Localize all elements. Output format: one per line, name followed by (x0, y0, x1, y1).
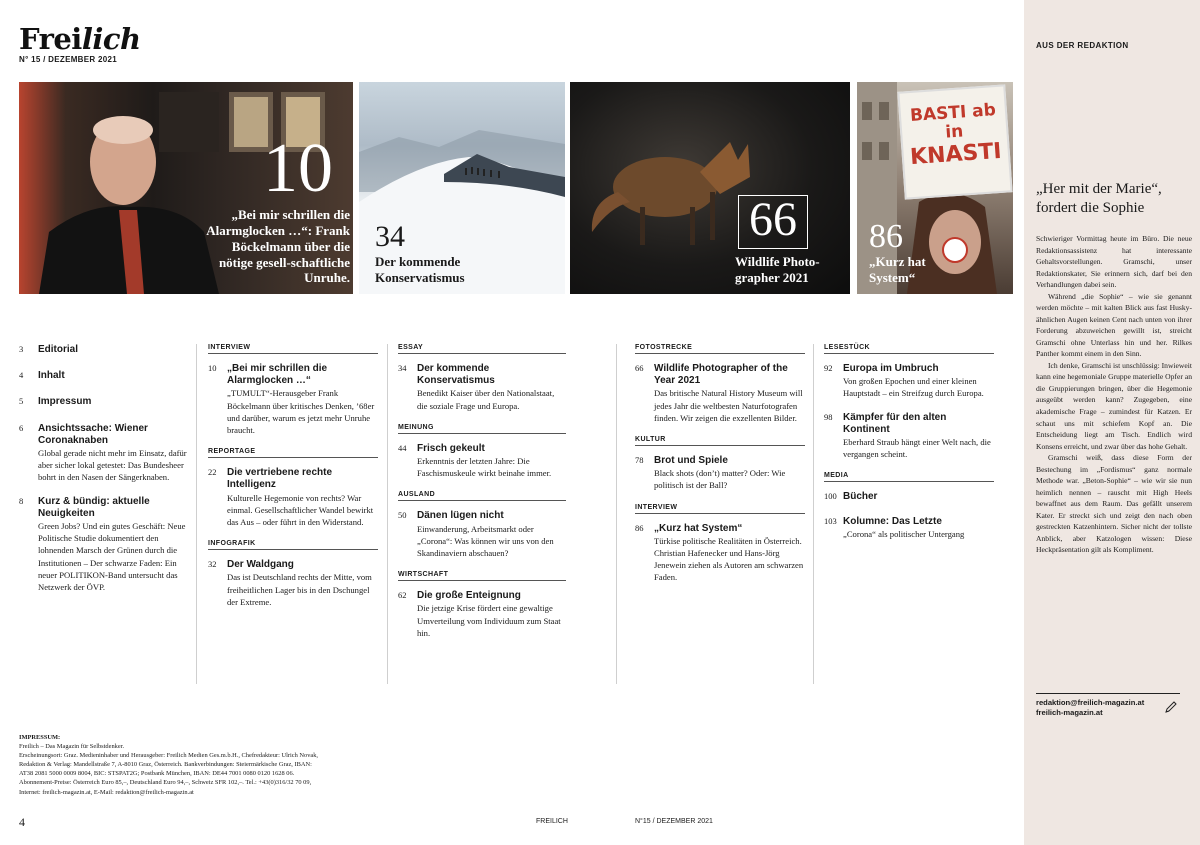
toc-title: Kurz & bündig: aktuelle Neuigkeiten (38, 495, 150, 519)
website-link[interactable]: freilich-magazin.at (1036, 708, 1103, 718)
imprint-line: AT38 2081 5000 0009 8004, BIC: STSPAT2G; Postbank München, IBAN: DE44 7001 0080 0120 1628 06. (19, 770, 295, 778)
hero-photo-protest[interactable] (857, 82, 1013, 294)
toc-page: 32 (208, 559, 217, 570)
toc-page: 103 (824, 515, 837, 526)
toc-column-4 (635, 344, 805, 596)
section-label: ESSAY (398, 344, 566, 354)
toc-entry[interactable] (19, 496, 187, 594)
toc-desc: „Corona“ als politischer Untergang (843, 528, 965, 539)
section-label: REPORTAGE (208, 448, 378, 458)
toc-entry[interactable] (208, 559, 378, 608)
toc-entry[interactable] (19, 344, 187, 356)
section-label: MEDIA (824, 472, 994, 482)
toc-entry[interactable] (824, 363, 994, 400)
toc-page: 22 (208, 467, 217, 478)
toc-page: 98 (824, 411, 833, 422)
hero-page-number: 10 (263, 130, 333, 207)
hero-photo-interview[interactable] (19, 82, 353, 294)
section-label: KULTUR (635, 436, 805, 446)
toc-title: Die große Enteignung (417, 590, 521, 602)
footer-page-number: 4 (19, 815, 25, 829)
toc-page: 62 (398, 590, 407, 601)
toc-column-3 (398, 344, 566, 651)
hero-caption: Der kommende Konservatismus (375, 254, 465, 285)
toc-entry[interactable] (824, 491, 994, 503)
column-divider (616, 344, 617, 684)
footer-issue: N°15 / DEZEMBER 2021 (635, 818, 713, 825)
toc-title: Frisch gekeult (417, 442, 485, 454)
toc-desc: Kulturelle Hegemonie von rechts? War einmal. Gesellschaftlicher Wandel bewirkt das Aus – oder führt in den Widerstand. (227, 492, 374, 527)
sidebar-rule (1036, 693, 1180, 694)
imprint-line: Erscheinungsort: Graz. Medieninhaber und Herausgeber: Freilich Medien Ges.m.b.H., Chefredakteur: Ulrich Novak, (19, 752, 319, 760)
imprint (19, 733, 379, 797)
column-divider (196, 344, 197, 684)
hero-photo-essay[interactable] (359, 82, 565, 294)
toc-column-1 (19, 344, 187, 605)
toc-desc: Das britische Natural History Museum will jedes Jahr die weltbesten Naturfotografen finden. Wir zeigen die exzellenten Bilder. (654, 388, 803, 423)
section-label: MEINUNG (398, 424, 566, 434)
toc-entry[interactable] (208, 467, 378, 528)
imprint-line: Redaktion & Verlag: Mandellstraße 7, A-8010 Graz, Österreich. Bankverbindungen: Steiermärkische Graz, IBAN: (19, 761, 312, 769)
toc-entry[interactable] (635, 363, 805, 424)
toc-entry[interactable] (824, 412, 994, 461)
toc-title: Europa im Umbruch (843, 363, 939, 374)
section-label: INFOGRAFIK (208, 540, 378, 550)
toc-desc: „TUMULT“-Herausgeber Frank Böckelmann über kritisches Denken, ’68er und darüber, warum es jetzt mehr Unruhe braucht. (227, 388, 375, 435)
imprint-line: Abonnement-Preise: Österreich Euro 85,–, Deutschland Euro 94,–, Schweiz SFR 102,–. Tel.: +43(0)316/32 70 09, (19, 779, 312, 787)
section-label: LESESTÜCK (824, 344, 994, 354)
toc-title: Kolumne: Das Letzte (843, 515, 942, 527)
toc-desc: Die jetzige Krise fördert eine gewaltige Umverteilung vom Individuum zum Staat hin. (417, 603, 561, 638)
hero-caption: Wildlife Photo-grapher 2021 (735, 254, 820, 285)
issue-label: N° 15 / DEZEMBER 2021 (19, 55, 117, 64)
sidebar-contact (1036, 698, 1144, 719)
pencil-icon (1163, 699, 1179, 715)
sidebar-body (1036, 233, 1192, 556)
toc-title: Dänen lügen nicht (417, 510, 504, 522)
toc-entry[interactable] (398, 443, 566, 480)
toc-page: 100 (824, 491, 837, 502)
toc-desc: Einwanderung, Arbeitsmarkt oder „Corona“: Was können wir uns von den Skandinaviern abschauen? (417, 523, 554, 558)
imprint-heading: IMPRESSUM: (19, 734, 61, 741)
hero-page-number: 66 (738, 195, 808, 249)
toc-column-5 (824, 344, 994, 552)
footer-magazine: FREILICH (536, 818, 568, 825)
sidebar-paragraph: Ich denke, Gramschi ist unschlüssig: Inwieweit kann eine hegemoniale Gruppe materielle Opfer an die Gruppierungen bringen, über die Hegemonie ausgeübt werden kann? Zugegeben, eine akademische Frage – zumindest für Katzen. Er schaut uns mit schiefem Kopf an. Die Entscheidung liegt am Tisch. Endlich wird Konsens erreicht, und zwar über das hohe Gehalt. (1036, 360, 1192, 451)
toc-page: 78 (635, 454, 644, 465)
sidebar-paragraph: Während „die Sophie“ – wie sie genannt werden möchte – mit kalten Blick aus fast Husky-ähnlichen Augen keinen Cent nach unten von ihrer Forderung abzuweichen gewillt ist, streicht Gramschi ohne Unterlass hin und her. Rilkes Panther kommt einem in den Sinn. (1036, 291, 1192, 359)
toc-title: Der kommende Konservatismus (417, 363, 495, 387)
toc-page: 3 (19, 344, 24, 354)
toc-title: Impressum (38, 396, 92, 408)
toc-entry[interactable] (208, 363, 378, 436)
toc-title: Ansichtssache: Wiener Coronaknaben (38, 422, 148, 446)
toc-entry[interactable] (398, 510, 566, 559)
toc-entry[interactable] (19, 370, 187, 382)
toc-page: 44 (398, 442, 407, 453)
toc-page: 4 (19, 370, 24, 381)
toc-title: Wildlife Photographer of the Year 2021 (654, 363, 788, 387)
section-label: AUSLAND (398, 491, 566, 501)
hero-photo-wildlife[interactable] (570, 82, 850, 294)
column-divider (813, 344, 814, 684)
imprint-line: Internet: freilich-magazin.at, E-Mail: redaktion@freilich-magazin.at (19, 788, 194, 796)
toc-page: 34 (398, 363, 407, 373)
toc-title: Der Waldgang (227, 559, 294, 571)
toc-desc: Green Jobs? Und ein gutes Geschäft: Neue Politische Studie dokumentiert den lohnenden Marsch der Grünen durch die Institutionen – Der schwarze Faden: Ein neuer POLITIKON-Band untersucht das Netzwerk der ÖVP. (38, 520, 186, 592)
toc-page: 66 (635, 363, 644, 373)
toc-desc: Global gerade nicht mehr im Einsatz, dafür aber sicher lokal getestet: Das Bundesheer bohrt in den Nasen der Sängerknaben. (38, 447, 187, 483)
toc-entry[interactable] (398, 590, 566, 639)
toc-desc: Benedikt Kaiser über den Nationalstaat, die soziale Frage und Europa. (417, 388, 555, 411)
protest-sign: BASTI ab in KNASTI (897, 84, 1012, 199)
toc-title: Brot und Spiele (654, 454, 728, 466)
toc-page: 92 (824, 363, 833, 373)
email-link[interactable]: redaktion@freilich-magazin.at (1036, 698, 1145, 707)
toc-title: „Bei mir schrillen die Alarmglocken …“ (227, 363, 328, 387)
section-label: FOTOSTRECKE (635, 344, 805, 354)
hero-caption: „Bei mir schrillen die Alarmglocken …“: Frank Böckelmann über die nötige gesell-schaftliche Unruhe. (206, 207, 350, 286)
toc-desc: Black shots (don’t) matter? Oder: Wie politisch ist der Ball? (654, 468, 786, 491)
section-label: INTERVIEW (635, 504, 805, 514)
hero-page-number: 86 (869, 218, 903, 255)
toc-entry[interactable] (398, 363, 566, 412)
hero-page-number: 34 (375, 220, 405, 253)
toc-desc: Das ist Deutschland rechts der Mitte, vom freiheitlichen Lager bis in den Dschungel der Extreme. (227, 572, 372, 607)
toc-column-2 (208, 344, 378, 620)
section-label: INTERVIEW (208, 344, 378, 354)
sidebar-heading: AUS DER REDAKTION (1036, 41, 1129, 50)
toc-entry[interactable] (19, 423, 187, 484)
toc-entry[interactable] (635, 523, 805, 584)
toc-desc: Türkise politische Realitäten in Österreich. Christian Hafenecker und Hans-Jörg Jenewein ziehen als Autoren am schwarzen Faden. (654, 535, 804, 583)
toc-page: 86 (635, 522, 644, 533)
sidebar-paragraph: Schwieriger Vormittag heute im Büro. Die neue Redaktionsassistenz hat interessante Gehaltsvorstellungen. Gramschi, unser Redaktionskater, Sie erinnern sich, darf bei den Verhandlungen dabei sein. (1036, 234, 1192, 290)
toc-title: Inhalt (38, 370, 65, 382)
magazine-logo: Freilich (19, 22, 141, 56)
column-divider (387, 344, 388, 684)
imprint-line: Freilich – Das Magazin für Selbstdenker. (19, 743, 125, 751)
toc-entry[interactable] (824, 516, 994, 540)
toc-title: „Kurz hat System“ (654, 522, 743, 534)
toc-entry[interactable] (635, 455, 805, 492)
hero-caption: „Kurz hat System“ (869, 254, 926, 285)
toc-title: Kämpfer für den alten Kontinent (843, 411, 947, 435)
toc-page: 50 (398, 510, 407, 521)
toc-title: Bücher (843, 491, 878, 503)
toc-page: 10 (208, 363, 217, 373)
toc-page: 6 (19, 422, 24, 433)
toc-desc: Von großen Epochen und einer kleinen Hauptstadt – ein Streifzug durch Europa. (843, 376, 984, 399)
toc-title: Editorial (38, 344, 79, 355)
toc-page: 8 (19, 495, 24, 506)
toc-desc: Eberhard Straub hängt einer Welt nach, die vergangen scheint. (843, 436, 991, 460)
sidebar-paragraph: Gramschi weiß, dass diese Form der Bestechung im „Fordismus“ ganz normale Methode war. „Beton-Sophie“ – wie wir sie nun heimlich nennen – rauscht mit High Heels bewaffnet aus dem Raum. Das gefällt unserem Kater. Er streckt sich und zeigt den nach oben gestreckten Katzenhintern. Sicher nicht der tollste Anblick, aber Katzologen wissen: Diese Heckpräsentation gilt als Kompliment. (1036, 453, 1192, 555)
toc-title: Die vertriebene rechte Intelligenz (227, 467, 333, 491)
section-label: WIRTSCHAFT (398, 571, 566, 581)
toc-entry[interactable] (19, 396, 187, 408)
sidebar-title: „Her mit der Marie“, fordert die Sophie (1036, 181, 1162, 216)
toc-desc: Erkenntnis der letzten Jahre: Die Faschismuskeule wirkt beinahe immer. (417, 455, 552, 479)
toc-page: 5 (19, 396, 24, 407)
